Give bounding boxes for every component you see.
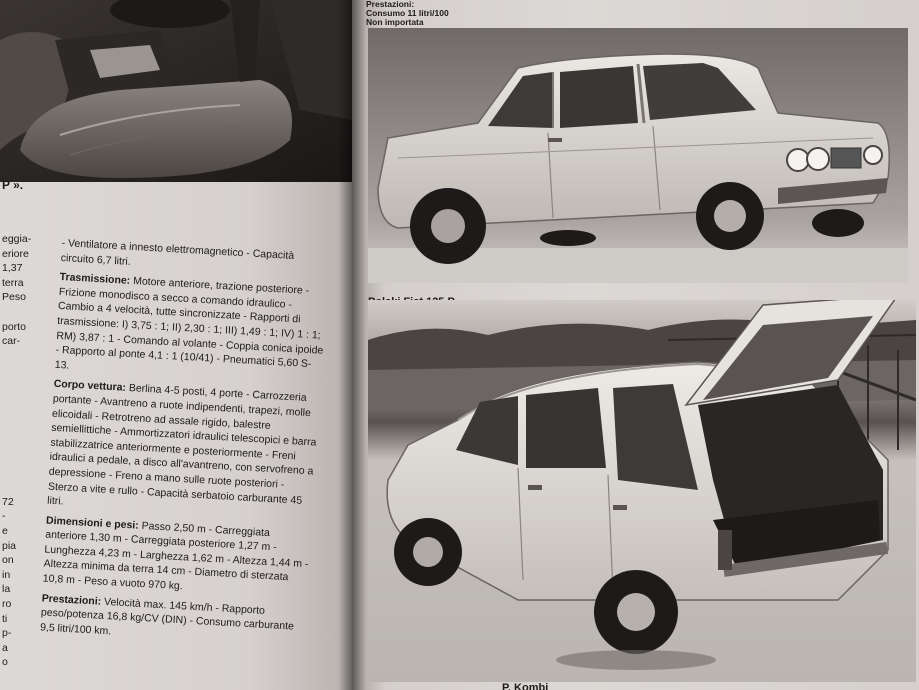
spec-paragraph [47,377,322,523]
margin-fragment: porto [2,320,26,333]
margin-fragment: a [2,641,8,654]
spec-paragraph [54,270,327,387]
margin-fragment: on [2,554,14,567]
spec-label: Corpo vettura: [53,378,127,395]
car-interior-photo [0,0,352,182]
spec-label: Trasmissione: [59,271,131,288]
spec-text-column [39,236,329,655]
spec-text: Passo 2,50 m - Carreggiata anteriore 1,30 m - Carreggiata posteriore 1,27 m - Lunghezza 4,23 m - Larghezza 1,62 m - Altezza 1,44 m - Altezza minima da terra 14 cm - Diametro di sterzata 10,8 m - Peso a vuoto 970 kg. [42,519,309,593]
margin-fragment: in [2,568,11,581]
margin-fragment: o [2,656,8,669]
margin-fragment: Peso [2,291,26,304]
margin-fragment: ti [2,612,8,625]
margin-fragment: 72 [2,495,14,508]
spec-label: Dimensioni e pesi: [45,514,140,532]
top-fragment-line: Prestazioni: [366,0,415,9]
margin-fragment: car- [2,335,21,348]
margin-fragment: e [2,525,8,537]
spec-paragraph [42,513,314,601]
station-wagon-photo [368,300,916,682]
margin-fragment: pia [2,539,17,552]
spec-text: Motore anteriore, trazione posteriore - Frizione monodisco a secco a comando idraulico - Cambio a 4 velocità, tutte sincronizzate - Rapporti di trasmissione: I) 3,75 : 1; II) 2,30 : 1; III) 1,49 : 1; IV) 1 : 1; RM) 3,87 : 1 - Comando al volante - Coppia conica ipoide - Rapporto al ponte 4,1 : 1 (10/41) - Pneumatici 5,60 S-13. [54,275,324,372]
right-page [352,0,919,690]
top-fragment-line: Non importata [366,17,424,27]
sedan-photo [368,28,908,283]
left-page [0,0,352,690]
margin-fragment: p- [2,627,12,640]
margin-fragment: eriore [2,247,29,260]
spec-text: Berlina 4-5 posti, 4 porte - Carrozzeria portante - Avantreno a ruote indipendenti, trapezi, molle elicoidali - Retrotreno ad assale rigido, balestre semiellittiche - Ammortizzatori idraulici telescopici e barra stabilizzatrice anteriormente e posteriormente - Freni idraulici a pedale, a disco all'avantreno, con servofreno a depressione - Freno a mano sulle ruote posteriori - Sterzo a vite e rullo - Capacità serbatoio carburante 45 litri. [46,382,317,508]
margin-fragment: 1,37 [2,262,23,275]
spec-paragraph [40,591,310,650]
margin-fragment: terra [2,276,24,289]
spec-label: Prestazioni: [41,592,102,608]
margin-fragment: la [2,583,11,596]
wagon-caption: P. Kombi [502,682,549,690]
spec-text: - Ventilatore a innesto elettromagnetico - Capacità circuito 6,7 litri. [60,236,295,268]
margin-fragment: - [2,510,6,523]
margin-fragment: ro [2,598,12,610]
margin-fragment: eggia- [2,233,32,245]
top-fragment-line: Consumo 11 litri/100 [366,8,449,18]
top-text-fragment [366,0,449,27]
spec-text: Velocità max. 145 km/h - Rapporto peso/potenza 16,8 kg/CV (DIN) - Consumo carburante 9,5 litri/100 km. [39,595,295,638]
section-heading-fragment: P ». [2,178,24,192]
